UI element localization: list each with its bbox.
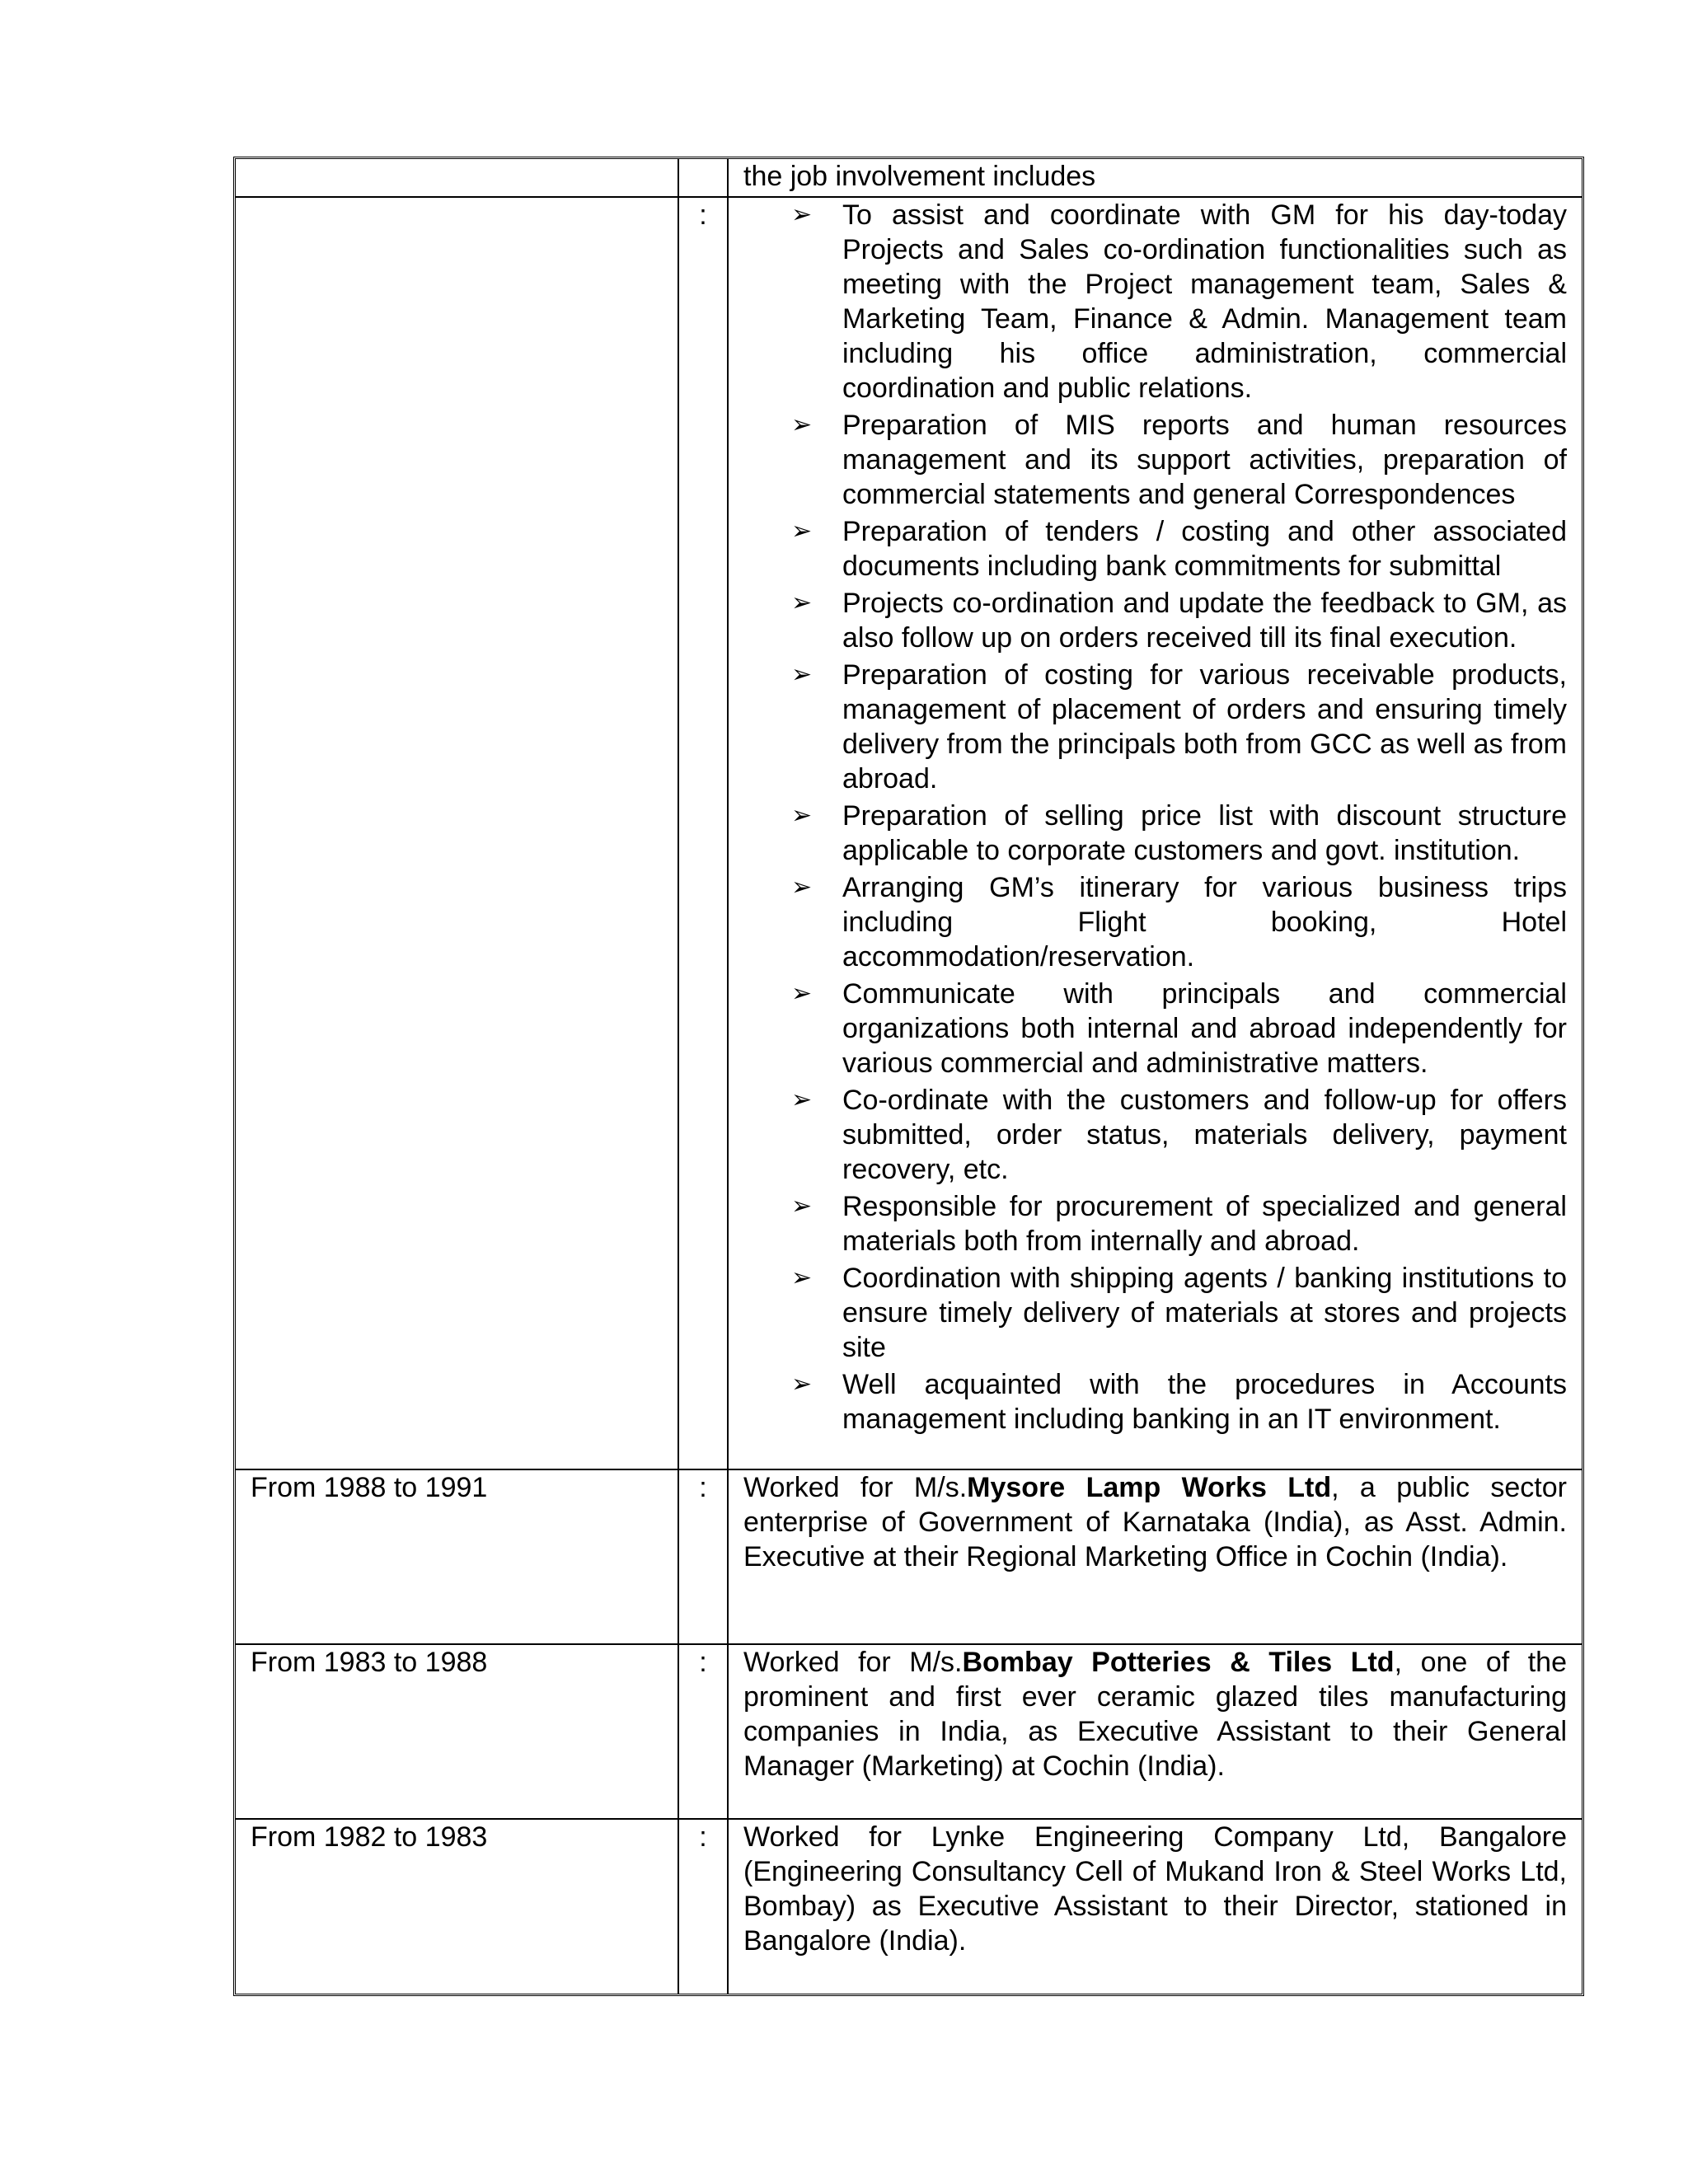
job-row-1988 bbox=[236, 1469, 1582, 1644]
responsibility-item bbox=[791, 799, 1567, 868]
responsibility-item bbox=[791, 514, 1567, 583]
job-row-1983 bbox=[236, 1644, 1582, 1819]
responsibility-text: Co-ordinate with the customers and follow-up for offers submitted, order status, materials delivery, payment recovery, etc. bbox=[842, 1085, 1567, 1185]
job-period: From 1988 to 1991 bbox=[236, 1469, 678, 1644]
arrow-bullet-icon: ➢ bbox=[791, 411, 813, 438]
responsibility-text: Coordination with shipping agents / banking institutions to ensure timely delivery of materials at stores and projects site bbox=[842, 1263, 1567, 1363]
responsibility-item bbox=[791, 1367, 1567, 1436]
responsibility-text: Communicate with principals and commercial organizations both internal and abroad independently for various commercial and administrative matters. bbox=[842, 978, 1567, 1079]
job-period: From 1982 to 1983 bbox=[236, 1819, 678, 1994]
responsibilities-cell bbox=[728, 197, 1582, 1469]
responsibility-text: Well acquainted with the procedures in Accounts management including banking in an IT environment. bbox=[842, 1369, 1567, 1435]
responsibility-text: Preparation of tenders / costing and other associated documents including bank commitments for submittal bbox=[842, 516, 1567, 582]
job-description bbox=[728, 1819, 1582, 1994]
responsibility-item bbox=[791, 658, 1567, 796]
job-description bbox=[728, 1644, 1582, 1819]
intro-period-cell bbox=[236, 159, 678, 197]
job-separator: : bbox=[678, 1819, 728, 1994]
responsibility-item bbox=[791, 1261, 1567, 1365]
responsibility-text: Responsible for procurement of specialized and general materials both from internally and abroad. bbox=[842, 1191, 1567, 1257]
job-separator: : bbox=[678, 1469, 728, 1644]
job-description-prefix: Worked for M/s. bbox=[743, 1472, 968, 1503]
arrow-bullet-icon: ➢ bbox=[791, 802, 813, 829]
responsibility-item bbox=[791, 870, 1567, 974]
responsibility-text: Projects co-ordination and update the feedback to GM, as also follow up on orders received till its final execution. bbox=[842, 588, 1567, 654]
responsibilities-row bbox=[236, 197, 1582, 1469]
responsibility-text: Arranging GM’s itinerary for various business trips including Flight booking, Hotel accommodation/reservation. bbox=[842, 872, 1567, 972]
responsibility-item bbox=[791, 586, 1567, 655]
intro-row bbox=[236, 159, 1582, 197]
responsibility-text: Preparation of MIS reports and human resources management and its support activities, preparation of commercial statements and general Correspondences bbox=[842, 410, 1567, 510]
job-period: From 1983 to 1988 bbox=[236, 1644, 678, 1819]
arrow-bullet-icon: ➢ bbox=[791, 1371, 813, 1398]
responsibility-text: Preparation of selling price list with discount structure applicable to corporate customers and govt. institution. bbox=[842, 800, 1567, 866]
job-description-prefix: Worked for Lynke Engineering Company Ltd, Bangalore (Engineering Consultancy Cell of Mukand Iron & Steel Works Ltd, Bombay) as Executive Assistant to their Director, stationed in Bangalore (India). bbox=[743, 1821, 1567, 1957]
responsibility-item bbox=[791, 408, 1567, 512]
job-description bbox=[728, 1469, 1582, 1644]
intro-separator-cell bbox=[678, 159, 728, 197]
arrow-bullet-icon: ➢ bbox=[791, 589, 813, 616]
experience-table-frame bbox=[233, 157, 1584, 1996]
intro-text: the job involvement includes bbox=[728, 159, 1582, 197]
job-description-suffix: , a public sector enterprise of Government of Karnataka (India), as Asst. Admin. Executive at their Regional Marketing Office in Cochin (India). bbox=[743, 1472, 1567, 1572]
job-description-suffix: , one of the prominent and first ever ceramic glazed tiles manufacturing companies in India, as Executive Assistant to their General Manager (Marketing) at Cochin (India). bbox=[743, 1647, 1567, 1782]
job-separator: : bbox=[678, 1644, 728, 1819]
arrow-bullet-icon: ➢ bbox=[791, 661, 813, 688]
responsibility-text: To assist and coordinate with GM for his day-today Projects and Sales co-ordination functionalities such as meeting with the Project management team, Sales & Marketing Team, Finance & Admin. Management team including his office administration, commercial coordination and public relations. bbox=[842, 199, 1567, 404]
responsibility-item bbox=[791, 1189, 1567, 1258]
responsibilities-separator: : bbox=[678, 197, 728, 1469]
arrow-bullet-icon: ➢ bbox=[791, 201, 813, 228]
arrow-bullet-icon: ➢ bbox=[791, 1193, 813, 1220]
arrow-bullet-icon: ➢ bbox=[791, 1086, 813, 1113]
responsibilities-period-cell bbox=[236, 197, 678, 1469]
job-description-prefix: Worked for M/s. bbox=[743, 1647, 963, 1678]
responsibility-item bbox=[791, 977, 1567, 1080]
responsibility-item bbox=[791, 1083, 1567, 1187]
responsibilities-list bbox=[743, 198, 1567, 1436]
arrow-bullet-icon: ➢ bbox=[791, 518, 813, 545]
arrow-bullet-icon: ➢ bbox=[791, 1264, 813, 1291]
job-row-1982 bbox=[236, 1819, 1582, 1994]
job-company-name: Bombay Potteries & Tiles Ltd bbox=[962, 1647, 1395, 1678]
responsibility-item bbox=[791, 198, 1567, 405]
job-company-name: Mysore Lamp Works Ltd bbox=[967, 1472, 1332, 1503]
arrow-bullet-icon: ➢ bbox=[791, 874, 813, 901]
experience-table bbox=[236, 159, 1582, 1994]
responsibility-text: Preparation of costing for various receivable products, management of placement of orders and ensuring timely delivery from the principals both from GCC as well as from abroad. bbox=[842, 659, 1567, 794]
arrow-bullet-icon: ➢ bbox=[791, 980, 813, 1007]
